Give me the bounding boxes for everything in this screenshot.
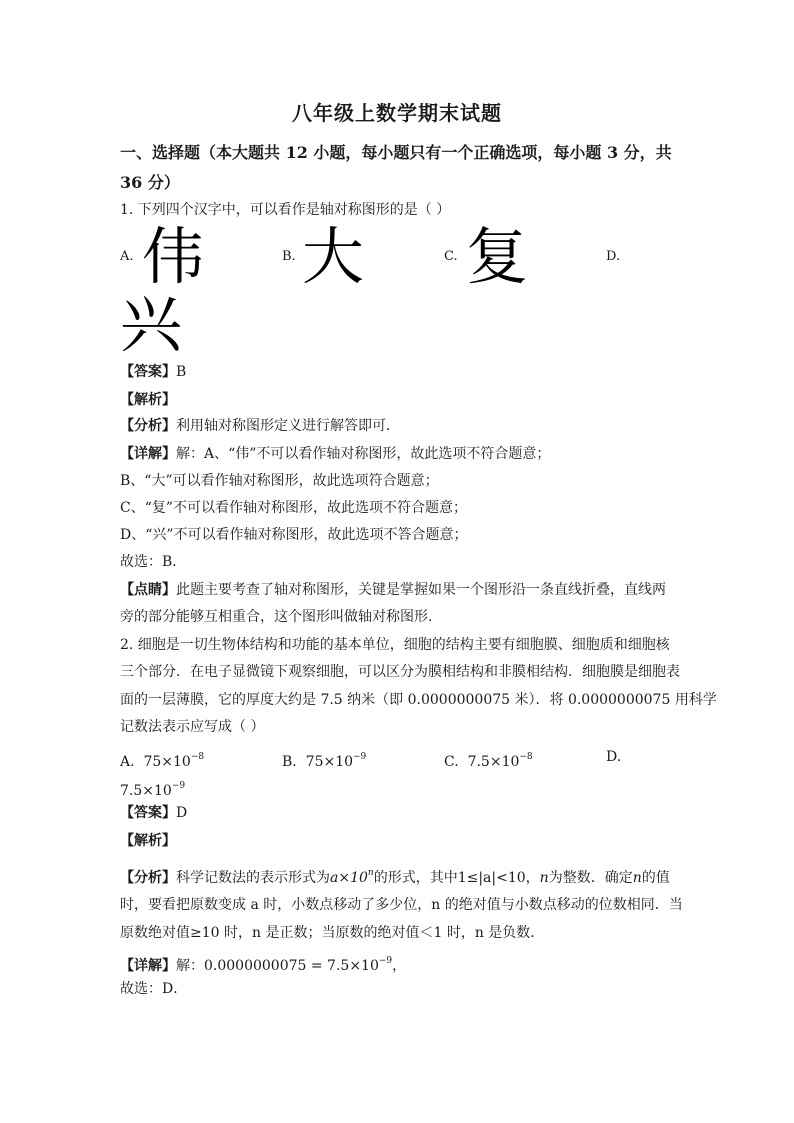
q2-stem-line-3: 面的一层薄膜，它的厚度大约是 7.5 纳米（即 0.0000000075 米）．将 0.0000000075 用科学 — [120, 692, 717, 708]
dianjing-tag: 【点睛】 — [120, 582, 176, 598]
q1-answer-line — [120, 362, 186, 382]
q1-option-b-label: B. — [282, 249, 296, 264]
q1-answer: B — [176, 364, 187, 380]
page-title: 八年级上数学期末试题 — [292, 101, 502, 125]
q2-answer-line — [120, 803, 187, 823]
section-heading-line2: 36 分） — [120, 173, 180, 192]
q2-option-a — [120, 747, 204, 772]
q2-xiangjie-text-b: ， — [392, 958, 407, 974]
q1-dianjing-line-1 — [120, 580, 666, 600]
q1-option-c-label: C. — [444, 249, 458, 264]
q2-stem-line-4: 记数法表示应写成（ ） — [120, 719, 265, 735]
q2-guxuan: 故选：D． — [120, 981, 188, 997]
q2-option-b — [282, 747, 366, 772]
q2-xiangjie-text-a: 解： — [176, 958, 204, 974]
q2-option-b-exp: −9 — [353, 752, 367, 762]
q2-option-a-coef: 75×10 — [143, 754, 191, 770]
q1-xiangjie-line-1 — [120, 444, 550, 464]
q1-option-a-label: A. — [120, 249, 134, 264]
q2-fenxi-formula-exp: n — [367, 868, 374, 878]
q1-option-b-char: 大 — [302, 220, 365, 293]
q1-fenxi-line — [120, 416, 400, 436]
q1-xiangjie-line-3: C、“复”不可以看作轴对称图形，故此选项不符合题意； — [120, 500, 468, 516]
q2-option-a-label: A. — [120, 754, 135, 770]
q2-fenxi-formula: a×10 — [330, 870, 368, 886]
answer-tag: 【答案】 — [120, 805, 176, 821]
xiangjie-tag: 【详解】 — [120, 958, 176, 974]
q1-analysis-tag: 【解析】 — [120, 392, 176, 408]
q2-option-c-label: C. — [444, 754, 459, 770]
section-heading-line1: 一、选择题（本大题共 12 小题，每小题只有一个正确选项，每小题 3 分，共 — [120, 143, 672, 162]
q2-stem-line-1: 2. 细胞是一切生物体结构和功能的基本单位，细胞的结构主要有细胞膜、细胞质和细胞核 — [120, 637, 670, 653]
q1-xiangjie-line-2: B、“大”可以看作轴对称图形，故此选项符合题意； — [120, 473, 439, 489]
q2-xiangjie-exp: −9 — [378, 956, 393, 966]
q1-stem: 1. 下列四个汉字中，可以看作是轴对称图形的是（ ） — [120, 202, 451, 218]
q2-option-d-exp: −9 — [171, 781, 186, 791]
q2-xiangjie-formula: 0.0000000075 = 7.5×10 — [204, 958, 379, 974]
q2-fenxi-line-2: 时，要看把原数变成 a 时，小数点移动了多少位，n 的绝对值与小数点移动的位数相同．当 — [120, 897, 683, 913]
q1-dianjing-text-1: 此题主要考查了轴对称图形，关键是掌握如果一个图形沿一条直线折叠，直线两 — [176, 582, 666, 598]
q2-analysis-tag: 【解析】 — [120, 833, 176, 849]
q2-option-a-exp: −8 — [190, 752, 205, 762]
q2-option-d-coef: 7.5×10 — [120, 783, 172, 799]
q2-fenxi-text-d: 为整数．确定 — [548, 870, 633, 886]
q2-fenxi-n: n — [539, 870, 549, 886]
q2-option-b-label: B. — [282, 754, 297, 770]
q1-option-d-label: D. — [606, 249, 621, 264]
q2-option-d-value — [120, 776, 185, 801]
q1-option-d-char: 兴 — [120, 288, 183, 361]
q1-xiangjie-line-4: D、“兴”不可以看作轴对称图形，故此选项不答合题意； — [120, 527, 468, 543]
q1-dianjing-line-2: 旁的部分能够互相重合，这个图形叫做轴对称图形． — [120, 609, 442, 625]
q1-xiangjie-text-1: 解：A、“伟”不可以看作轴对称图形，故此选项不符合题意； — [176, 446, 551, 462]
q2-option-c — [444, 747, 533, 772]
q1-option-c-char: 复 — [466, 220, 529, 293]
q1-guxuan: 故选：B． — [120, 554, 187, 570]
q2-fenxi-text-a: 科学记数法的表示形式为 — [176, 870, 330, 886]
q2-fenxi-line-1 — [120, 863, 670, 888]
q2-option-c-coef: 7.5×10 — [467, 754, 520, 770]
q2-stem-line-2: 三个部分．在电子显微镜下观察细胞，可以区分为膜相结构和非膜相结构．细胞膜是细胞表 — [120, 664, 680, 680]
q2-xiangjie-line — [120, 951, 406, 976]
fenxi-tag: 【分析】 — [120, 418, 176, 434]
q2-option-d-label: D. — [606, 749, 622, 765]
q2-answer: D — [176, 805, 188, 821]
q2-option-b-coef: 75×10 — [305, 754, 354, 770]
q2-fenxi-text-b: 的形式，其中 — [373, 870, 458, 886]
answer-tag: 【答案】 — [120, 364, 176, 380]
q2-fenxi-n2: n — [632, 870, 642, 886]
q2-fenxi-range: 1≤|a|<10 — [457, 870, 526, 886]
q1-fenxi: 利用轴对称图形定义进行解答即可． — [176, 418, 400, 434]
q2-fenxi-text-e: 的值 — [641, 870, 670, 886]
fenxi-tag: 【分析】 — [120, 870, 176, 886]
q2-fenxi-line-3: 原数绝对值≥10 时，n 是正数；当原数的绝对值＜1 时，n 是负数． — [120, 925, 545, 941]
q1-option-a-char: 伟 — [142, 220, 205, 293]
q2-fenxi-text-c: ， — [525, 870, 540, 886]
q2-option-c-exp: −8 — [519, 752, 533, 762]
xiangjie-tag: 【详解】 — [120, 446, 176, 462]
